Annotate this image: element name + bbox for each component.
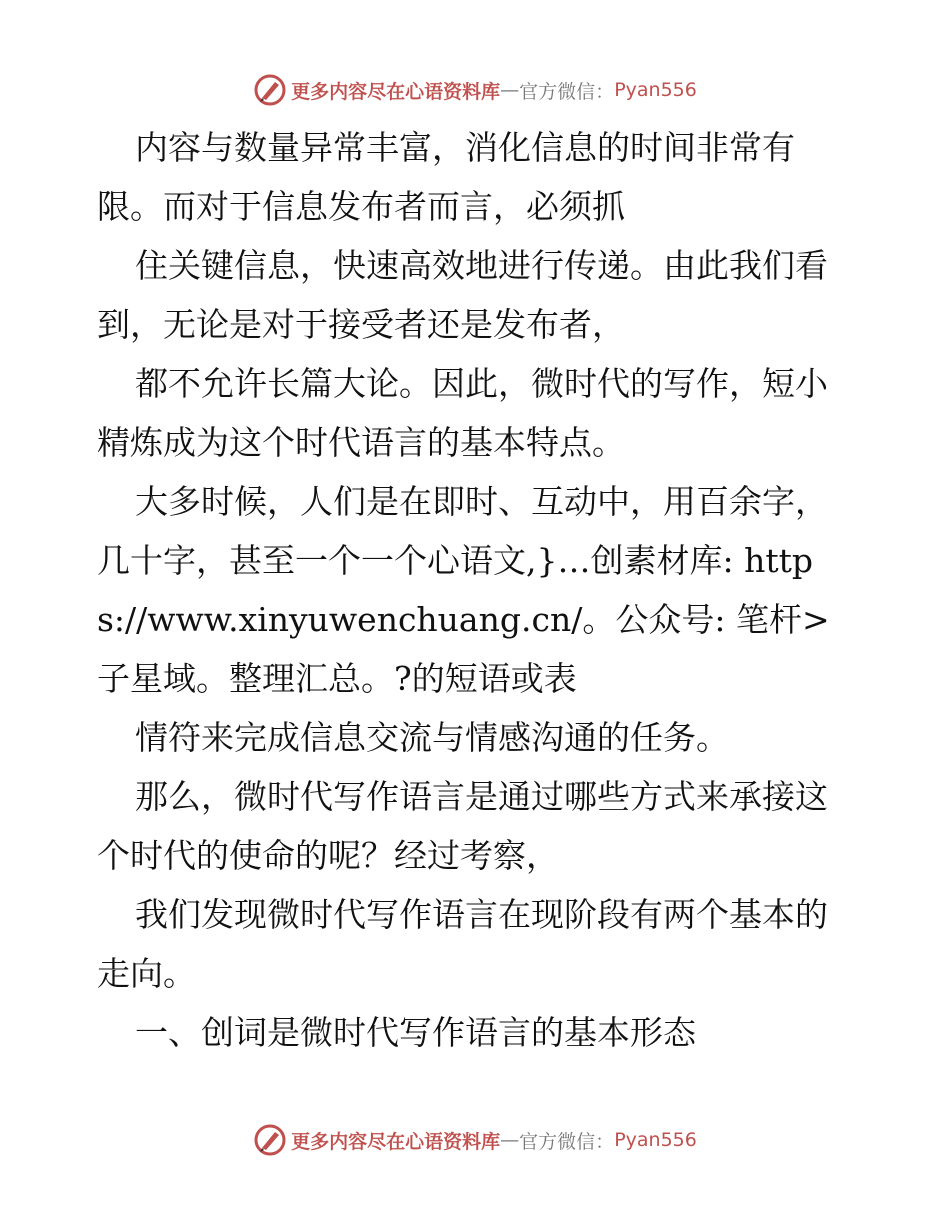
quill-logo-icon: [253, 1123, 287, 1157]
document-body: [97, 118, 857, 1062]
watermark-wechat-id: Pyan556: [614, 79, 697, 101]
paragraph-1: 内容与数量异常丰富，消化信息的时间非常有限。而对于信息发布者而言，必须抓: [97, 128, 795, 226]
paragraph-6: 那么，微时代写作语言是通过哪些方式来承接这个时代的使命的呢？经过考察，: [97, 777, 828, 875]
quill-logo-icon: [253, 73, 287, 107]
watermark-text: 更多内容尽在心语资料库: [291, 80, 501, 103]
paragraph-7: 我们发现微时代写作语言在现阶段有两个基本的走向。: [97, 895, 828, 993]
paragraph-3: 都不允许长篇大论。因此，微时代的写作，短小精炼成为这个时代语言的基本特点。: [97, 364, 828, 462]
watermark-text: 更多内容尽在心语资料库: [291, 1130, 501, 1153]
paragraph-2: 住关键信息，快速高效地进行传递。由此我们看到，无论是对于接受者还是发布者，: [97, 246, 828, 344]
watermark-wechat-id: Pyan556: [614, 1129, 697, 1151]
watermark-dash: —: [500, 1129, 520, 1151]
header-watermark: [0, 70, 950, 110]
watermark-wechat-label: 官方微信：: [519, 1130, 615, 1153]
paragraph-4: 大多时候，人们是在即时、互动中，用百余字，几十字，甚至一个一个心语文,}…创素材库: https://www.xinyuwenchuang.cn/。公众号: 笔杆>子星域。整理汇总。?的短语或表: [97, 482, 830, 698]
watermark-dash: —: [500, 79, 520, 101]
watermark-wechat-label: 官方微信：: [519, 80, 615, 103]
footer-watermark: [0, 1120, 950, 1160]
paragraph-5: 情符来完成信息交流与情感沟通的任务。: [135, 718, 729, 757]
section-heading: 一、创词是微时代写作语言的基本形态: [135, 1013, 696, 1052]
